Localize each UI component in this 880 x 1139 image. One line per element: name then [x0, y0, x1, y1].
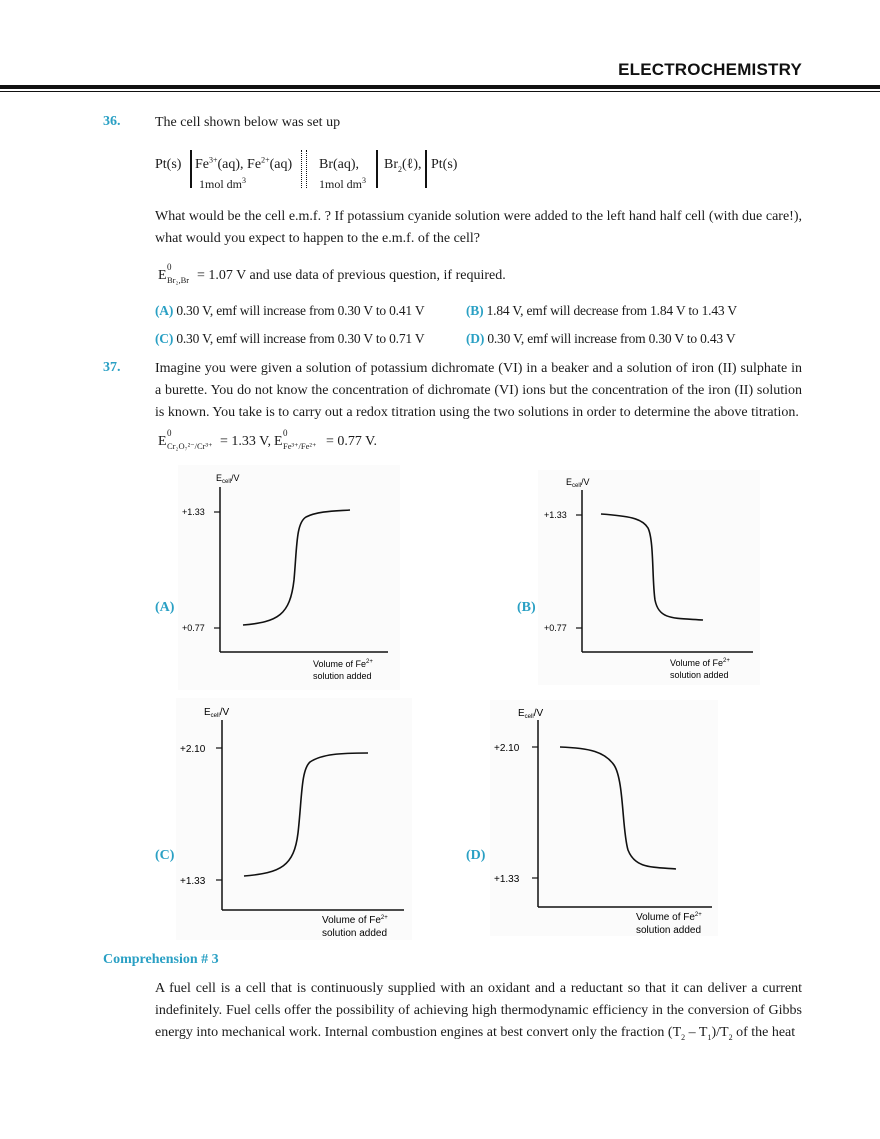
question-37-standard-potentials: E 0 Cr₂O₇²⁻/Cr³⁺ = 1.33 V, E 0 Fe³⁺/Fe²⁺ = 0.77 V.: [158, 428, 377, 451]
graph-b-x-axis-label-2: solution added: [670, 670, 729, 680]
question-36-standard-potential: E 0 Br₂,Br = 1.07 V and use data of previous question, if required.: [158, 262, 506, 285]
cell-right-electrode: Pt(s): [431, 157, 458, 172]
cell-left-couple: $Fe^{3+}(aq)$, $Fe^{2+}(aq)$: [195, 155, 293, 172]
graph-b-y-bottom-tick: +0.77: [544, 623, 567, 633]
option-36-d[interactable]: (D) 0.30 V, emf will increase from 0.30 V to 0.43 V: [466, 331, 736, 346]
graph-a: [178, 465, 400, 690]
graph-d-x-axis-label-2: solution added: [636, 925, 702, 936]
graph-c-curve: [244, 753, 368, 876]
graph-a-y-axis-label: $E_{cell}/V$: [216, 473, 240, 485]
salt-bridge-line-2: [306, 150, 307, 188]
graph-b-label[interactable]: (B): [517, 600, 536, 615]
option-36-c[interactable]: (C) 0.30 V, emf will increase from 0.30 V to 0.71 V: [155, 331, 425, 346]
graph-c-x-axis-label-2: solution added: [322, 928, 388, 939]
graph-c-y-axis-label: $E_{cell}/V$: [204, 707, 230, 719]
option-36-a[interactable]: (A) 0.30 V, emf will increase from 0.30 V to 0.41 V: [155, 303, 425, 318]
graph-a-curve: [243, 510, 350, 625]
comprehension-title: Comprehension # 3: [103, 952, 219, 967]
graph-a-y-bottom-tick: +0.77: [182, 623, 205, 633]
cell-notation: [155, 150, 495, 192]
salt-bridge-line-1: [301, 150, 302, 188]
cell-left-electrode: Pt(s): [155, 157, 182, 172]
graph-c: [176, 698, 412, 940]
option-36-b[interactable]: (B) 1.84 V, emf will decrease from 1.84 V to 1.43 V: [466, 303, 737, 318]
comprehension-text: A fuel cell is a cell that is continuously supplied with an oxidant and a reductant so that it can deliver a current indefinitely. Fuel cells offer the possibility of achieving high thermodynamic efficiency in the conversion of Gibbs energy into mechanical work. Internal combustion engines at best convert only the fraction $(T_2 - T_1)/T_2$ of the heat: [155, 981, 802, 1042]
graph-d-y-bottom-tick: +1.33: [494, 874, 520, 885]
phase-boundary-2: [376, 150, 378, 188]
graph-d-curve: [560, 747, 676, 869]
phase-boundary-3: [425, 150, 427, 188]
graph-c-y-bottom-tick: +1.33: [180, 876, 206, 887]
graph-b: [538, 470, 760, 685]
graph-b-y-axis-label: $E_{cell}/V$: [566, 477, 590, 489]
graph-d-y-top-tick: +2.10: [494, 743, 520, 754]
page-header-title: ELECTROCHEMISTRY: [618, 60, 802, 79]
question-36-text: What would be the cell e.m.f. ? If potassium cyanide solution were added to the left hand half cell (with due care!), what would you expect to happen to the e.m.f. of the cell?: [155, 209, 802, 246]
graph-c-label[interactable]: (C): [155, 848, 175, 863]
phase-boundary-1: [190, 150, 192, 188]
graph-b-x-axis-label-1: Volume of $Fe^{2+}$: [670, 658, 730, 668]
cell-right-couple: Br(aq),: [319, 157, 360, 172]
cell-right-concentration: 1mol $dm^3$: [319, 176, 367, 191]
header-rule-thin: [0, 91, 880, 92]
cell-left-concentration: 1mol $dm^3$: [199, 176, 247, 191]
graph-b-curve: [601, 514, 703, 620]
graph-c-x-axis-label-1: Volume of $Fe^{2+}$: [322, 915, 388, 926]
graph-a-label[interactable]: (A): [155, 600, 175, 615]
graph-c-y-top-tick: +2.10: [180, 744, 206, 755]
graph-d-y-axis-label: $E_{cell}/V$: [518, 708, 544, 720]
graph-b-y-top-tick: +1.33: [544, 510, 567, 520]
graph-a-x-axis-label-2: solution added: [313, 671, 372, 681]
graph-a-y-top-tick: +1.33: [182, 507, 205, 517]
question-36-intro: The cell shown below was set up: [155, 115, 341, 130]
cell-right-br2: $Br_2(\ell)$,: [384, 157, 422, 174]
header-rule-thick: [0, 85, 880, 89]
graph-d-x-axis-label-1: Volume of $Fe^{2+}$: [636, 912, 702, 923]
question-37-text: Imagine you were given a solution of potassium dichromate (VI) in a beaker and a solution of iron (II) sulphate in a burette. You do not know the concentration of dichromate (VI) ions but the concentration of the iron (II) solution is known. You take is to carry out a redox titration using the two solutions in order to determine the above titration.: [155, 361, 802, 420]
graph-d: [490, 700, 718, 936]
question-36-number: 36.: [103, 114, 121, 129]
question-37-number: 37.: [103, 360, 121, 375]
graph-d-label[interactable]: (D): [466, 848, 486, 863]
graph-a-x-axis-label-1: Volume of $Fe^{2+}$: [313, 659, 373, 669]
